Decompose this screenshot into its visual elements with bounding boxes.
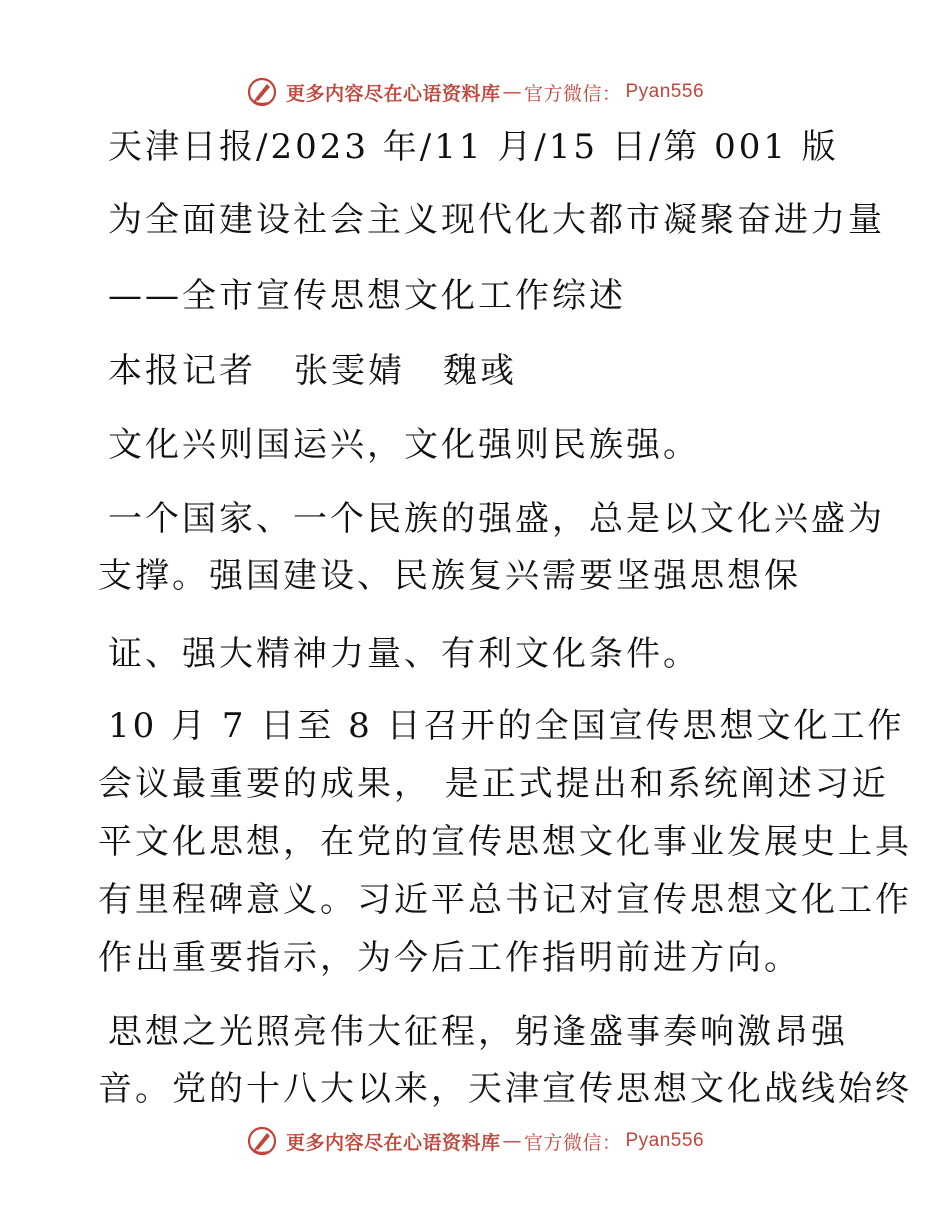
watermark-main-text: 更多内容尽在心语资料库 <box>285 82 501 105</box>
byline-author-1: 张雯婧 <box>294 351 405 391</box>
paragraph-3-line: 平文化思想，在党的宣传思想文化事业发展史上具 <box>98 822 912 862</box>
byline <box>108 351 517 391</box>
quill-pen-logo-icon <box>246 1125 278 1157</box>
article-subtitle: ——全市宣传思想文化工作综述 <box>108 276 626 316</box>
watermark-account: Pyan556 <box>625 81 705 102</box>
paragraph-4-line: 思想之光照亮伟大征程，躬逢盛事奏响激昂强 <box>108 1012 848 1052</box>
watermark-sub-text: 官方微信： <box>523 82 622 105</box>
watermark-account: Pyan556 <box>625 1130 705 1151</box>
watermark-separator: — <box>502 1130 522 1152</box>
article-title: 为全面建设社会主义现代化大都市凝聚奋进力量 <box>108 200 885 240</box>
watermark-main-text: 更多内容尽在心语资料库 <box>285 1131 501 1154</box>
watermark-separator: — <box>502 81 522 103</box>
paragraph-2-line: 证、强大精神力量、有利文化条件。 <box>108 634 700 674</box>
paragraph-3-line: 作出重要指示，为今后工作指明前进方向。 <box>98 938 801 978</box>
paragraph-3-line: 会议最重要的成果， 是正式提出和系统阐述习近 <box>98 764 889 804</box>
byline-author-2: 魏彧 <box>443 351 517 391</box>
paragraph-2-line: 支撑。强国建设、民族复兴需要坚强思想保 <box>98 556 801 596</box>
quill-pen-logo-icon <box>246 76 278 108</box>
watermark-banner-bottom <box>0 1121 950 1161</box>
paragraph-4-line: 音。党的十八大以来，天津宣传思想文化战线始终 <box>98 1069 912 1109</box>
paragraph-2-line: 一个国家、一个民族的强盛，总是以文化兴盛为 <box>108 499 885 539</box>
paragraph-3-line: 10 月 7 日至 8 日召开的全国宣传思想文化工作 <box>108 706 905 746</box>
paragraph-1: 文化兴则国运兴，文化强则民族强。 <box>108 425 700 465</box>
paragraph-3-line: 有里程碑意义。习近平总书记对宣传思想文化工作 <box>98 880 912 920</box>
watermark-banner-top <box>0 72 950 112</box>
source-line: 天津日报/2023 年/11 月/15 日/第 001 版 <box>108 127 839 167</box>
byline-label: 本报记者 <box>108 351 256 391</box>
watermark-sub-text: 官方微信： <box>523 1131 622 1154</box>
